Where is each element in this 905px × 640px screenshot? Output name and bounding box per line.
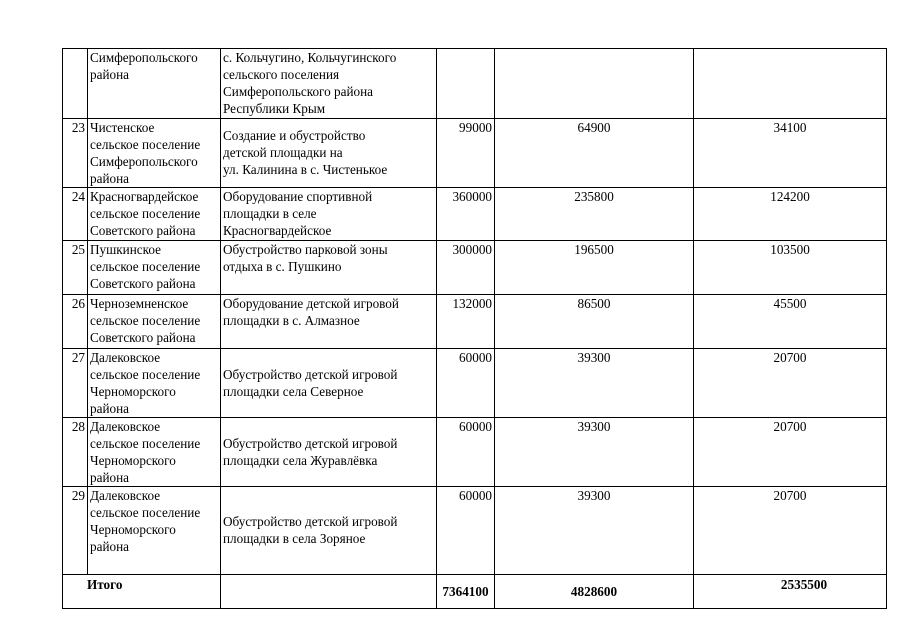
- funding-amount-2: 20700: [694, 418, 887, 487]
- total-cost-sum: 7364100: [437, 575, 495, 609]
- row-number: [63, 49, 88, 119]
- funding-amount-1: [495, 49, 694, 119]
- table-row: [63, 418, 887, 487]
- project-description: Обустройство парковой зоны отдыха в с. Пушкино: [221, 241, 437, 295]
- total-cost: [437, 49, 495, 119]
- funding-amount-2: 20700: [694, 349, 887, 418]
- total-funding-2-sum: 2535500: [694, 575, 887, 609]
- total-cost: 132000: [437, 295, 495, 349]
- project-description: Обустройство детской игровой площадки в села Зоряное: [221, 487, 437, 575]
- funding-amount-2: 103500: [694, 241, 887, 295]
- funding-amount-1: 235800: [495, 188, 694, 241]
- funding-amount-2: 45500: [694, 295, 887, 349]
- table-row: [63, 119, 887, 188]
- total-cost: 360000: [437, 188, 495, 241]
- row-number: 25: [63, 241, 88, 295]
- row-number: 23: [63, 119, 88, 188]
- total-cost: 99000: [437, 119, 495, 188]
- settlement-name: Далековское сельское поселение Черноморского района: [88, 418, 221, 487]
- project-description: Создание и обустройство детской площадки на ул. Калинина в с. Чистенькое: [221, 119, 437, 188]
- total-cost: 60000: [437, 349, 495, 418]
- settlement-name: Далековское сельское поселение Черноморского района: [88, 487, 221, 575]
- total-row: [63, 575, 887, 609]
- project-description: Оборудование детской игровой площадки в с. Алмазное: [221, 295, 437, 349]
- total-empty-cell: [221, 575, 437, 609]
- funding-amount-1: 39300: [495, 349, 694, 418]
- funding-amount-1: 64900: [495, 119, 694, 188]
- project-description: Обустройство детской игровой площадки села Северное: [221, 349, 437, 418]
- settlement-name: Чистенское сельское поселение Симферопольского района: [88, 119, 221, 188]
- total-funding-1-sum: 4828600: [495, 575, 694, 609]
- project-description: Оборудование спортивной площадки в селе Красногвардейское: [221, 188, 437, 241]
- table-row: [63, 349, 887, 418]
- total-label: Итого: [63, 575, 221, 609]
- project-description: Обустройство детской игровой площадки села Журавлёвка: [221, 418, 437, 487]
- funding-amount-1: 39300: [495, 487, 694, 575]
- settlement-name: Красногвардейское сельское поселение Советского района: [88, 188, 221, 241]
- table-row: [63, 487, 887, 575]
- row-number: 24: [63, 188, 88, 241]
- row-number: 29: [63, 487, 88, 575]
- funding-amount-2: 34100: [694, 119, 887, 188]
- row-number: 26: [63, 295, 88, 349]
- row-number: 28: [63, 418, 88, 487]
- settlement-name: Пушкинское сельское поселение Советского района: [88, 241, 221, 295]
- project-description: с. Кольчугино, Кольчугинского сельского поселения Симферопольского района Республики Крым: [221, 49, 437, 119]
- table-row: [63, 295, 887, 349]
- settlement-name: Черноземненское сельское поселение Советского района: [88, 295, 221, 349]
- funding-table: [62, 48, 887, 609]
- total-cost: 60000: [437, 487, 495, 575]
- total-cost: 60000: [437, 418, 495, 487]
- funding-amount-2: 20700: [694, 487, 887, 575]
- funding-amount-2: [694, 49, 887, 119]
- table-row: [63, 241, 887, 295]
- funding-amount-2: 124200: [694, 188, 887, 241]
- settlement-name: Симферопольского района: [88, 49, 221, 119]
- settlement-name: Далековское сельское поселение Черноморского района: [88, 349, 221, 418]
- row-number: 27: [63, 349, 88, 418]
- funding-amount-1: 86500: [495, 295, 694, 349]
- table-row: [63, 188, 887, 241]
- total-cost: 300000: [437, 241, 495, 295]
- funding-amount-1: 39300: [495, 418, 694, 487]
- table-row: [63, 49, 887, 119]
- funding-amount-1: 196500: [495, 241, 694, 295]
